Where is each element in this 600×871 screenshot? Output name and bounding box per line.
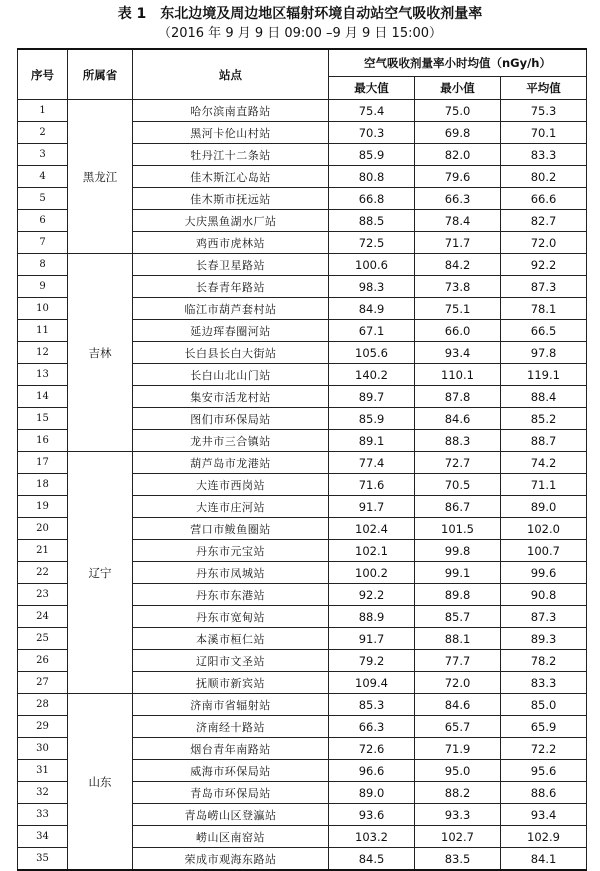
- avg-value-cell: 74.2: [501, 452, 587, 474]
- station-cell: 本溪市桓仁站: [133, 628, 329, 650]
- avg-value-cell: 65.9: [501, 716, 587, 738]
- row-number: 10: [18, 298, 68, 320]
- max-value-cell: 85.3: [329, 694, 415, 716]
- station-cell: 大连市庄河站: [133, 496, 329, 518]
- row-number: 19: [18, 496, 68, 518]
- province-cell: 吉林: [68, 254, 133, 452]
- row-number: 33: [18, 804, 68, 826]
- station-cell: 佳木斯市抚远站: [133, 188, 329, 210]
- max-value-cell: 92.2: [329, 584, 415, 606]
- avg-value-cell: 83.3: [501, 672, 587, 694]
- table-subtitle: （2016 年 9 月 9 日 09:00 –9 月 9 日 15:00）: [157, 26, 443, 41]
- row-number: 34: [18, 826, 68, 848]
- row-number: 21: [18, 540, 68, 562]
- avg-value-cell: 92.2: [501, 254, 587, 276]
- max-value-cell: 91.7: [329, 628, 415, 650]
- station-cell: 济南市省辐射站: [133, 694, 329, 716]
- max-value-cell: 80.8: [329, 166, 415, 188]
- min-value-cell: 66.0: [415, 320, 501, 342]
- max-value-cell: 72.5: [329, 232, 415, 254]
- header-min: 最小值: [415, 77, 501, 100]
- station-cell: 荣成市观海东路站: [133, 848, 329, 871]
- row-number: 22: [18, 562, 68, 584]
- station-cell: 龙井市三合镇站: [133, 430, 329, 452]
- max-value-cell: 109.4: [329, 672, 415, 694]
- header-province: 所属省: [68, 49, 133, 100]
- avg-value-cell: 83.3: [501, 144, 587, 166]
- avg-value-cell: 100.7: [501, 540, 587, 562]
- max-value-cell: 100.2: [329, 562, 415, 584]
- row-number: 9: [18, 276, 68, 298]
- row-number: 23: [18, 584, 68, 606]
- min-value-cell: 71.7: [415, 232, 501, 254]
- max-value-cell: 91.7: [329, 496, 415, 518]
- row-number: 11: [18, 320, 68, 342]
- row-number: 24: [18, 606, 68, 628]
- station-cell: 青岛市环保局站: [133, 782, 329, 804]
- max-value-cell: 70.3: [329, 122, 415, 144]
- station-cell: 鸡西市虎林站: [133, 232, 329, 254]
- station-cell: 青岛崂山区登瀛站: [133, 804, 329, 826]
- min-value-cell: 66.3: [415, 188, 501, 210]
- min-value-cell: 84.2: [415, 254, 501, 276]
- row-number: 6: [18, 210, 68, 232]
- max-value-cell: 98.3: [329, 276, 415, 298]
- max-value-cell: 103.2: [329, 826, 415, 848]
- min-value-cell: 70.5: [415, 474, 501, 496]
- avg-value-cell: 99.6: [501, 562, 587, 584]
- max-value-cell: 93.6: [329, 804, 415, 826]
- row-number: 29: [18, 716, 68, 738]
- row-number: 14: [18, 386, 68, 408]
- avg-value-cell: 88.4: [501, 386, 587, 408]
- row-number: 18: [18, 474, 68, 496]
- avg-value-cell: 88.7: [501, 430, 587, 452]
- station-cell: 济南经十路站: [133, 716, 329, 738]
- max-value-cell: 89.7: [329, 386, 415, 408]
- avg-value-cell: 85.2: [501, 408, 587, 430]
- max-value-cell: 71.6: [329, 474, 415, 496]
- row-number: 12: [18, 342, 68, 364]
- avg-value-cell: 119.1: [501, 364, 587, 386]
- min-value-cell: 101.5: [415, 518, 501, 540]
- min-value-cell: 99.8: [415, 540, 501, 562]
- row-number: 2: [18, 122, 68, 144]
- max-value-cell: 79.2: [329, 650, 415, 672]
- station-cell: 延边珲春圈河站: [133, 320, 329, 342]
- header-avg: 平均值: [501, 77, 587, 100]
- row-number: 26: [18, 650, 68, 672]
- row-number: 20: [18, 518, 68, 540]
- row-number: 16: [18, 430, 68, 452]
- station-cell: 长白县长白大街站: [133, 342, 329, 364]
- station-cell: 葫芦岛市龙港站: [133, 452, 329, 474]
- row-number: 1: [18, 100, 68, 122]
- avg-value-cell: 102.0: [501, 518, 587, 540]
- header-dose-rate-group: 空气吸收剂量率小时均值（nGy/h）: [329, 49, 587, 77]
- station-cell: 辽阳市文圣站: [133, 650, 329, 672]
- min-value-cell: 102.7: [415, 826, 501, 848]
- min-value-cell: 79.6: [415, 166, 501, 188]
- row-number: 7: [18, 232, 68, 254]
- row-number: 3: [18, 144, 68, 166]
- avg-value-cell: 97.8: [501, 342, 587, 364]
- max-value-cell: 88.5: [329, 210, 415, 232]
- table-row: [18, 254, 587, 276]
- table-title: 表 1 东北边境及周边地区辐射环境自动站空气吸收剂量率: [117, 6, 483, 22]
- row-number: 28: [18, 694, 68, 716]
- max-value-cell: 66.8: [329, 188, 415, 210]
- max-value-cell: 84.9: [329, 298, 415, 320]
- avg-value-cell: 75.3: [501, 100, 587, 122]
- max-value-cell: 72.6: [329, 738, 415, 760]
- station-cell: 威海市环保局站: [133, 760, 329, 782]
- min-value-cell: 83.5: [415, 848, 501, 871]
- min-value-cell: 78.4: [415, 210, 501, 232]
- station-cell: 崂山区南窑站: [133, 826, 329, 848]
- max-value-cell: 140.2: [329, 364, 415, 386]
- avg-value-cell: 88.6: [501, 782, 587, 804]
- min-value-cell: 75.1: [415, 298, 501, 320]
- min-value-cell: 88.3: [415, 430, 501, 452]
- station-cell: 大庆黑鱼湖水厂站: [133, 210, 329, 232]
- row-number: 15: [18, 408, 68, 430]
- max-value-cell: 102.1: [329, 540, 415, 562]
- max-value-cell: 66.3: [329, 716, 415, 738]
- min-value-cell: 110.1: [415, 364, 501, 386]
- row-number: 25: [18, 628, 68, 650]
- dose-rate-table: [17, 48, 587, 871]
- avg-value-cell: 66.5: [501, 320, 587, 342]
- station-cell: 丹东市元宝站: [133, 540, 329, 562]
- row-number: 17: [18, 452, 68, 474]
- avg-value-cell: 78.2: [501, 650, 587, 672]
- min-value-cell: 84.6: [415, 694, 501, 716]
- station-cell: 丹东市宽甸站: [133, 606, 329, 628]
- min-value-cell: 75.0: [415, 100, 501, 122]
- avg-value-cell: 93.4: [501, 804, 587, 826]
- avg-value-cell: 78.1: [501, 298, 587, 320]
- table-row: [18, 694, 587, 716]
- station-cell: 长春卫星路站: [133, 254, 329, 276]
- station-cell: 佳木斯江心岛站: [133, 166, 329, 188]
- row-number: 4: [18, 166, 68, 188]
- row-number: 35: [18, 848, 68, 871]
- station-cell: 营口市鲅鱼圈站: [133, 518, 329, 540]
- max-value-cell: 85.9: [329, 144, 415, 166]
- header-no: 序号: [18, 49, 68, 100]
- min-value-cell: 82.0: [415, 144, 501, 166]
- province-cell: 黑龙江: [68, 100, 133, 254]
- max-value-cell: 77.4: [329, 452, 415, 474]
- row-number: 30: [18, 738, 68, 760]
- min-value-cell: 72.0: [415, 672, 501, 694]
- min-value-cell: 86.7: [415, 496, 501, 518]
- min-value-cell: 72.7: [415, 452, 501, 474]
- province-cell: 辽宁: [68, 452, 133, 694]
- station-cell: 大连市西岗站: [133, 474, 329, 496]
- station-cell: 集安市活龙村站: [133, 386, 329, 408]
- avg-value-cell: 87.3: [501, 276, 587, 298]
- avg-value-cell: 87.3: [501, 606, 587, 628]
- min-value-cell: 65.7: [415, 716, 501, 738]
- station-cell: 图们市环保局站: [133, 408, 329, 430]
- avg-value-cell: 90.8: [501, 584, 587, 606]
- max-value-cell: 85.9: [329, 408, 415, 430]
- avg-value-cell: 89.0: [501, 496, 587, 518]
- min-value-cell: 99.1: [415, 562, 501, 584]
- station-cell: 抚顺市新宾站: [133, 672, 329, 694]
- station-cell: 丹东市凤城站: [133, 562, 329, 584]
- header-station: 站点: [133, 49, 329, 100]
- header-max: 最大值: [329, 77, 415, 100]
- table-row: [18, 100, 587, 122]
- station-cell: 黑河卡伦山村站: [133, 122, 329, 144]
- min-value-cell: 88.1: [415, 628, 501, 650]
- max-value-cell: 75.4: [329, 100, 415, 122]
- max-value-cell: 89.0: [329, 782, 415, 804]
- station-cell: 长春青年路站: [133, 276, 329, 298]
- min-value-cell: 87.8: [415, 386, 501, 408]
- table-row: [18, 452, 587, 474]
- max-value-cell: 88.9: [329, 606, 415, 628]
- avg-value-cell: 70.1: [501, 122, 587, 144]
- avg-value-cell: 71.1: [501, 474, 587, 496]
- station-cell: 临江市葫芦套村站: [133, 298, 329, 320]
- max-value-cell: 102.4: [329, 518, 415, 540]
- min-value-cell: 95.0: [415, 760, 501, 782]
- avg-value-cell: 72.2: [501, 738, 587, 760]
- row-number: 5: [18, 188, 68, 210]
- avg-value-cell: 95.6: [501, 760, 587, 782]
- min-value-cell: 88.2: [415, 782, 501, 804]
- row-number: 13: [18, 364, 68, 386]
- station-cell: 长白山北山门站: [133, 364, 329, 386]
- avg-value-cell: 72.0: [501, 232, 587, 254]
- station-cell: 哈尔滨南直路站: [133, 100, 329, 122]
- min-value-cell: 69.8: [415, 122, 501, 144]
- row-number: 31: [18, 760, 68, 782]
- max-value-cell: 100.6: [329, 254, 415, 276]
- min-value-cell: 71.9: [415, 738, 501, 760]
- avg-value-cell: 66.6: [501, 188, 587, 210]
- min-value-cell: 89.8: [415, 584, 501, 606]
- min-value-cell: 93.4: [415, 342, 501, 364]
- table-body: [18, 100, 587, 871]
- max-value-cell: 96.6: [329, 760, 415, 782]
- row-number: 32: [18, 782, 68, 804]
- avg-value-cell: 102.9: [501, 826, 587, 848]
- avg-value-cell: 84.1: [501, 848, 587, 871]
- station-cell: 烟台青年南路站: [133, 738, 329, 760]
- min-value-cell: 73.8: [415, 276, 501, 298]
- max-value-cell: 67.1: [329, 320, 415, 342]
- min-value-cell: 85.7: [415, 606, 501, 628]
- station-cell: 丹东市东港站: [133, 584, 329, 606]
- avg-value-cell: 82.7: [501, 210, 587, 232]
- max-value-cell: 84.5: [329, 848, 415, 871]
- avg-value-cell: 89.3: [501, 628, 587, 650]
- min-value-cell: 84.6: [415, 408, 501, 430]
- row-number: 27: [18, 672, 68, 694]
- province-cell: 山东: [68, 694, 133, 871]
- min-value-cell: 93.3: [415, 804, 501, 826]
- max-value-cell: 105.6: [329, 342, 415, 364]
- avg-value-cell: 85.0: [501, 694, 587, 716]
- max-value-cell: 89.1: [329, 430, 415, 452]
- station-cell: 牡丹江十二条站: [133, 144, 329, 166]
- row-number: 8: [18, 254, 68, 276]
- avg-value-cell: 80.2: [501, 166, 587, 188]
- min-value-cell: 77.7: [415, 650, 501, 672]
